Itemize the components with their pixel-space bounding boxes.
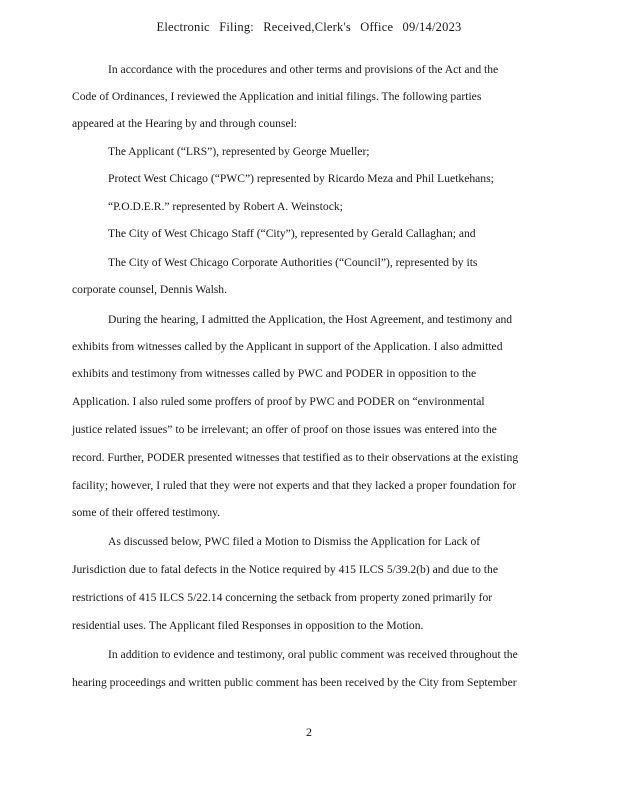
body-line: justice related issues” to be irrelevant; an offer of proof on those issues was entered into the: [72, 423, 497, 436]
body-line: exhibits and testimony from witnesses called by PWC and PODER in opposition to the: [72, 367, 477, 380]
body-line: record. Further, PODER presented witnesses that testified as to their observations at the existing: [72, 451, 519, 464]
body-line: As discussed below, PWC filed a Motion to Dismiss the Application for Lack of: [108, 535, 481, 548]
party-line-applicant: The Applicant (“LRS”), represented by George Mueller;: [108, 145, 370, 158]
body-line: Jurisdiction due to fatal defects in the Notice required by 415 ILCS 5/39.2(b) and due to the: [72, 563, 498, 576]
party-line-council: The City of West Chicago Corporate Authorities (“Council”), represented by its: [108, 256, 478, 269]
body-line: facility; however, I ruled that they were not experts and that they lacked a proper foundation for: [72, 479, 517, 492]
party-line-city-staff: The City of West Chicago Staff (“City”), represented by Gerald Callaghan; and: [108, 227, 476, 240]
body-line: During the hearing, I admitted the Application, the Host Agreement, and testimony and: [108, 313, 513, 326]
body-line: exhibits from witnesses called by the Applicant in support of the Application. I also admitted: [72, 340, 503, 353]
body-line: residential uses. The Applicant filed Responses in opposition to the Motion.: [72, 619, 424, 632]
body-line: Application. I also ruled some proffers of proof by PWC and PODER on “environmental: [72, 395, 485, 408]
filing-stamp-header: Electronic Filing: Received,Clerk's Office 09/14/2023: [156, 20, 462, 34]
body-line: appeared at the Hearing by and through counsel:: [72, 117, 298, 130]
party-line-poder: “P.O.D.E.R.” represented by Robert A. Weinstock;: [108, 200, 343, 213]
body-line: hearing proceedings and written public comment has been received by the City from September: [72, 676, 517, 689]
body-line: In addition to evidence and testimony, oral public comment was received throughout the: [108, 648, 518, 661]
page-number: 2: [306, 725, 312, 739]
body-line: Code of Ordinances, I reviewed the Application and initial filings. The following parties: [72, 90, 482, 103]
body-line: corporate counsel, Dennis Walsh.: [72, 283, 228, 296]
body-line: some of their offered testimony.: [72, 506, 221, 519]
party-line-pwc: Protect West Chicago (“PWC”) represented by Ricardo Meza and Phil Luetkehans;: [108, 172, 494, 185]
body-line: restrictions of 415 ILCS 5/22.14 concerning the setback from property zoned primarily for: [72, 591, 493, 604]
body-line: In accordance with the procedures and other terms and provisions of the Act and the: [108, 63, 499, 76]
